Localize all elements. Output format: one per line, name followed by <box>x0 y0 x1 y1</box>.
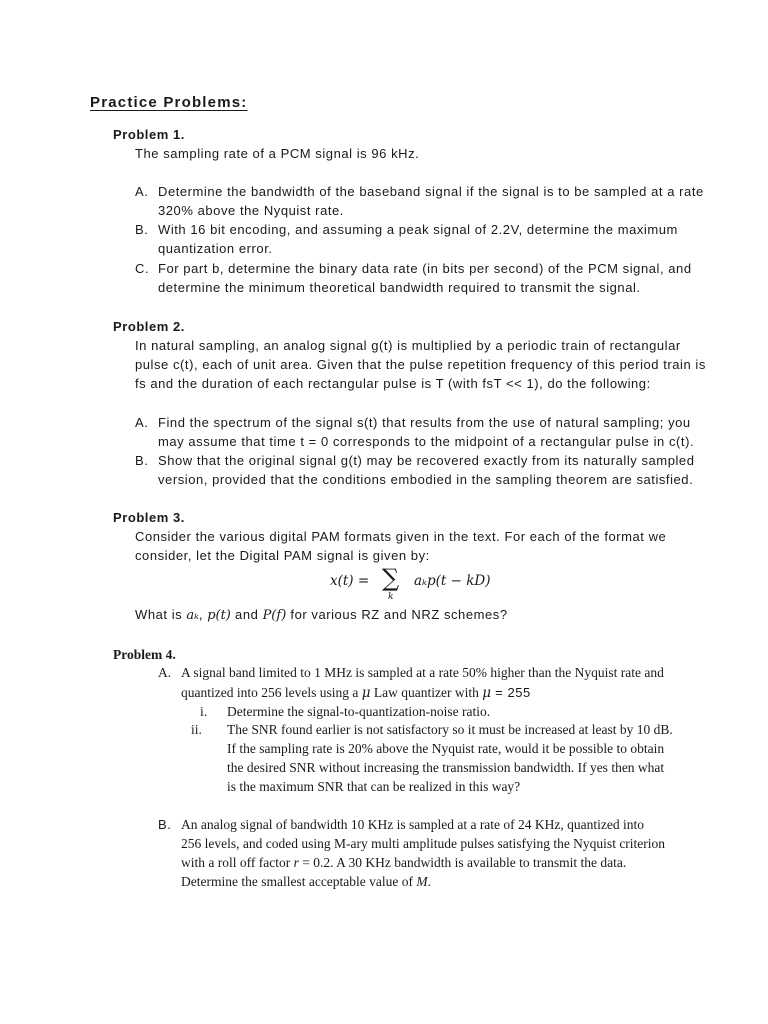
problem-4-b-line <box>181 855 626 871</box>
problem-3-intro: Consider the various digital PAM formats given in the text. For each of the format we <box>135 529 667 544</box>
problem-4-ii-line: is the maximum SNR that can be realized in this way? <box>227 779 521 794</box>
problem-2-a-line: Find the spectrum of the signal s(t) that results from the use of natural sampling; you <box>158 415 691 430</box>
problem-1-c-line: determine the minimum theoretical bandwidth required to transmit the signal. <box>158 280 641 295</box>
problem-1-a-line: Determine the bandwidth of the baseband signal if the signal is to be sampled at a rate <box>158 184 704 199</box>
math-pf: P(f) <box>262 608 287 623</box>
summation-index: k <box>388 592 394 602</box>
math-r: r <box>293 855 299 870</box>
question-text: , <box>198 607 208 622</box>
problem-4-i-marker: i. <box>200 704 208 719</box>
formula-lhs: x(t) = <box>330 573 370 589</box>
problem-1-b-line: With 16 bit encoding, and assuming a peak signal of 2.2V, determine the maximum <box>158 222 678 237</box>
problem-1-b-marker: B. <box>135 222 149 237</box>
problem-4-b-marker: B. <box>158 817 172 832</box>
problem-4-ii-marker: ii. <box>191 722 202 737</box>
problem-1-b-line: quantization error. <box>158 241 273 256</box>
page-title: Practice Problems: <box>90 94 248 111</box>
problem-1-heading: Problem 1. <box>113 127 185 142</box>
math-ak: aₖ <box>186 608 199 623</box>
problem-1-c-line: For part b, determine the binary data rate (in bits per second) of the PCM signal, and <box>158 261 692 276</box>
problem-1-a-line: 320% above the Nyquist rate. <box>158 203 344 218</box>
problem-4-ii-line: The SNR found earlier is not satisfactory so it must be increased at least by 10 dB. <box>227 722 673 737</box>
formula-rhs: aₖp(t − kD) <box>414 573 491 589</box>
question-text: for various RZ and NRZ schemes? <box>286 607 508 622</box>
problem-2-intro: fs and the duration of each rectangular pulse is T (with fsT << 1), do the following: <box>135 376 651 391</box>
problem-4-heading: Problem 4. <box>113 647 176 662</box>
problem-2-intro: In natural sampling, an analog signal g(t) is multiplied by a periodic train of rectangular <box>135 338 681 353</box>
problem-2-b-line: Show that the original signal g(t) may be recovered exactly from its naturally sampled <box>158 453 695 468</box>
line-text: = 0.2. A 30 KHz bandwidth is available to transmit the data. <box>298 855 627 870</box>
line-text: Law quantizer with <box>370 685 483 700</box>
problem-4-a-line: A signal band limited to 1 MHz is sampled at a rate 50% higher than the Nyquist rate and <box>181 665 664 680</box>
line-text: = 255 <box>491 685 531 700</box>
problem-2-heading: Problem 2. <box>113 319 185 334</box>
question-text: What is <box>135 607 187 622</box>
math-mu: μ <box>482 685 491 701</box>
line-text: Determine the smallest acceptable value of <box>181 874 417 889</box>
problem-2-b-marker: B. <box>135 453 149 468</box>
problem-4-ii-line: If the sampling rate is 20% above the Nyquist rate, would it be possible to obtain <box>227 741 665 756</box>
problem-2-a-marker: A. <box>135 415 149 430</box>
problem-3-question <box>135 607 508 623</box>
problem-4-b-line: 256 levels, and coded using M-ary multi amplitude pulses satisfying the Nyquist criterion <box>181 836 666 851</box>
problem-2-a-line: may assume that time t = 0 corresponds to the midpoint of a rectangular pulse in c(t). <box>158 434 695 449</box>
problem-3-intro: consider, let the Digital PAM signal is given by: <box>135 548 430 563</box>
problem-4-a-line <box>181 685 531 701</box>
math-M: M <box>416 874 428 889</box>
line-text: quantized into 256 levels using a <box>181 685 362 700</box>
math-pt: p(t) <box>207 608 231 623</box>
problem-2-intro: pulse c(t), each of unit area. Given that the pulse repetition frequency of this period train is <box>135 357 706 372</box>
line-text: . <box>427 874 432 889</box>
line-text: with a roll off factor <box>181 855 294 870</box>
problem-4-i-line: Determine the signal-to-quantization-noise ratio. <box>227 704 491 719</box>
problem-4-a-marker: A. <box>158 665 172 680</box>
math-mu: μ <box>361 685 371 701</box>
problem-1-c-marker: C. <box>135 261 150 276</box>
problem-2-b-line: version, provided that the conditions embodied in the sampling theorem are satisfied. <box>158 472 694 487</box>
problem-4-ii-line: the desired SNR without increasing the transmission bandwidth. If yes then what <box>227 760 665 775</box>
problem-4-b-line: An analog signal of bandwidth 10 KHz is sampled at a rate of 24 KHz, quantized into <box>181 817 645 832</box>
question-text: and <box>230 607 263 622</box>
problem-1-a-marker: A. <box>135 184 149 199</box>
problem-4-b-line <box>181 874 431 890</box>
problem-1-intro: The sampling rate of a PCM signal is 96 kHz. <box>135 146 420 161</box>
summation-symbol: ∑ <box>382 564 400 592</box>
problem-3-heading: Problem 3. <box>113 510 185 525</box>
